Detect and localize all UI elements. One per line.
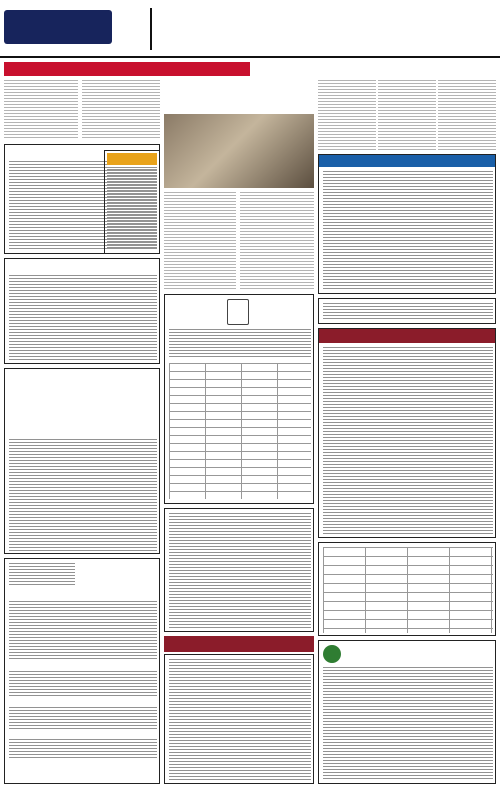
ad-rates-block	[104, 150, 160, 254]
story-right-text	[318, 80, 376, 150]
pnb-auction	[164, 654, 314, 784]
story-right-text-2	[378, 80, 436, 150]
story-right-text-3	[438, 80, 496, 150]
notification-optcl	[4, 558, 160, 784]
tender-table-grid	[169, 363, 311, 499]
notification-header-left	[9, 563, 75, 587]
odisha-gramin-bank-notice	[318, 640, 496, 784]
pnb-auction-body	[169, 659, 311, 781]
notification-body-3	[9, 707, 157, 729]
pnb-banner	[164, 636, 314, 652]
headline-left-bg	[4, 62, 250, 76]
ogb-body	[323, 667, 493, 781]
tender-body	[9, 275, 157, 361]
story-middle-text-2	[240, 192, 314, 290]
notice-right-mid-body	[323, 303, 493, 321]
pnb-notice	[318, 328, 496, 538]
ogb-logo	[323, 645, 341, 663]
auction-grid	[323, 547, 493, 633]
tender-odisha-govt-2	[4, 258, 160, 364]
anniversary-badge	[456, 4, 496, 38]
canara-bank-notice	[318, 154, 496, 294]
canara-bank-body	[323, 171, 493, 291]
notice-right-mid	[318, 298, 496, 324]
tender-table-block	[164, 294, 314, 504]
ad-rate-text	[107, 169, 157, 249]
notice-large	[164, 508, 314, 632]
masthead-divider	[150, 8, 152, 50]
auction-table	[318, 542, 496, 636]
ad-rate-badge-1	[107, 153, 157, 165]
story-left-text	[4, 80, 78, 140]
opt-company	[85, 565, 157, 587]
story-middle-photo	[164, 114, 314, 188]
maritime-body	[9, 439, 157, 551]
pnb-notice-body	[323, 347, 493, 535]
tender-table-head	[169, 329, 311, 359]
emblem-icon	[227, 299, 249, 325]
tender-maritime-museum	[4, 368, 160, 554]
notice-large-body	[169, 513, 311, 629]
story-left-text-2	[82, 80, 160, 140]
notification-body-1	[9, 601, 157, 659]
masthead	[0, 0, 500, 58]
pnb-header	[319, 329, 495, 343]
logo	[4, 10, 112, 44]
story-middle-text	[164, 192, 236, 290]
notification-body-4	[9, 739, 157, 759]
headline-middle	[164, 80, 304, 112]
canara-bank-header	[319, 155, 495, 167]
notification-body-2	[9, 671, 157, 697]
